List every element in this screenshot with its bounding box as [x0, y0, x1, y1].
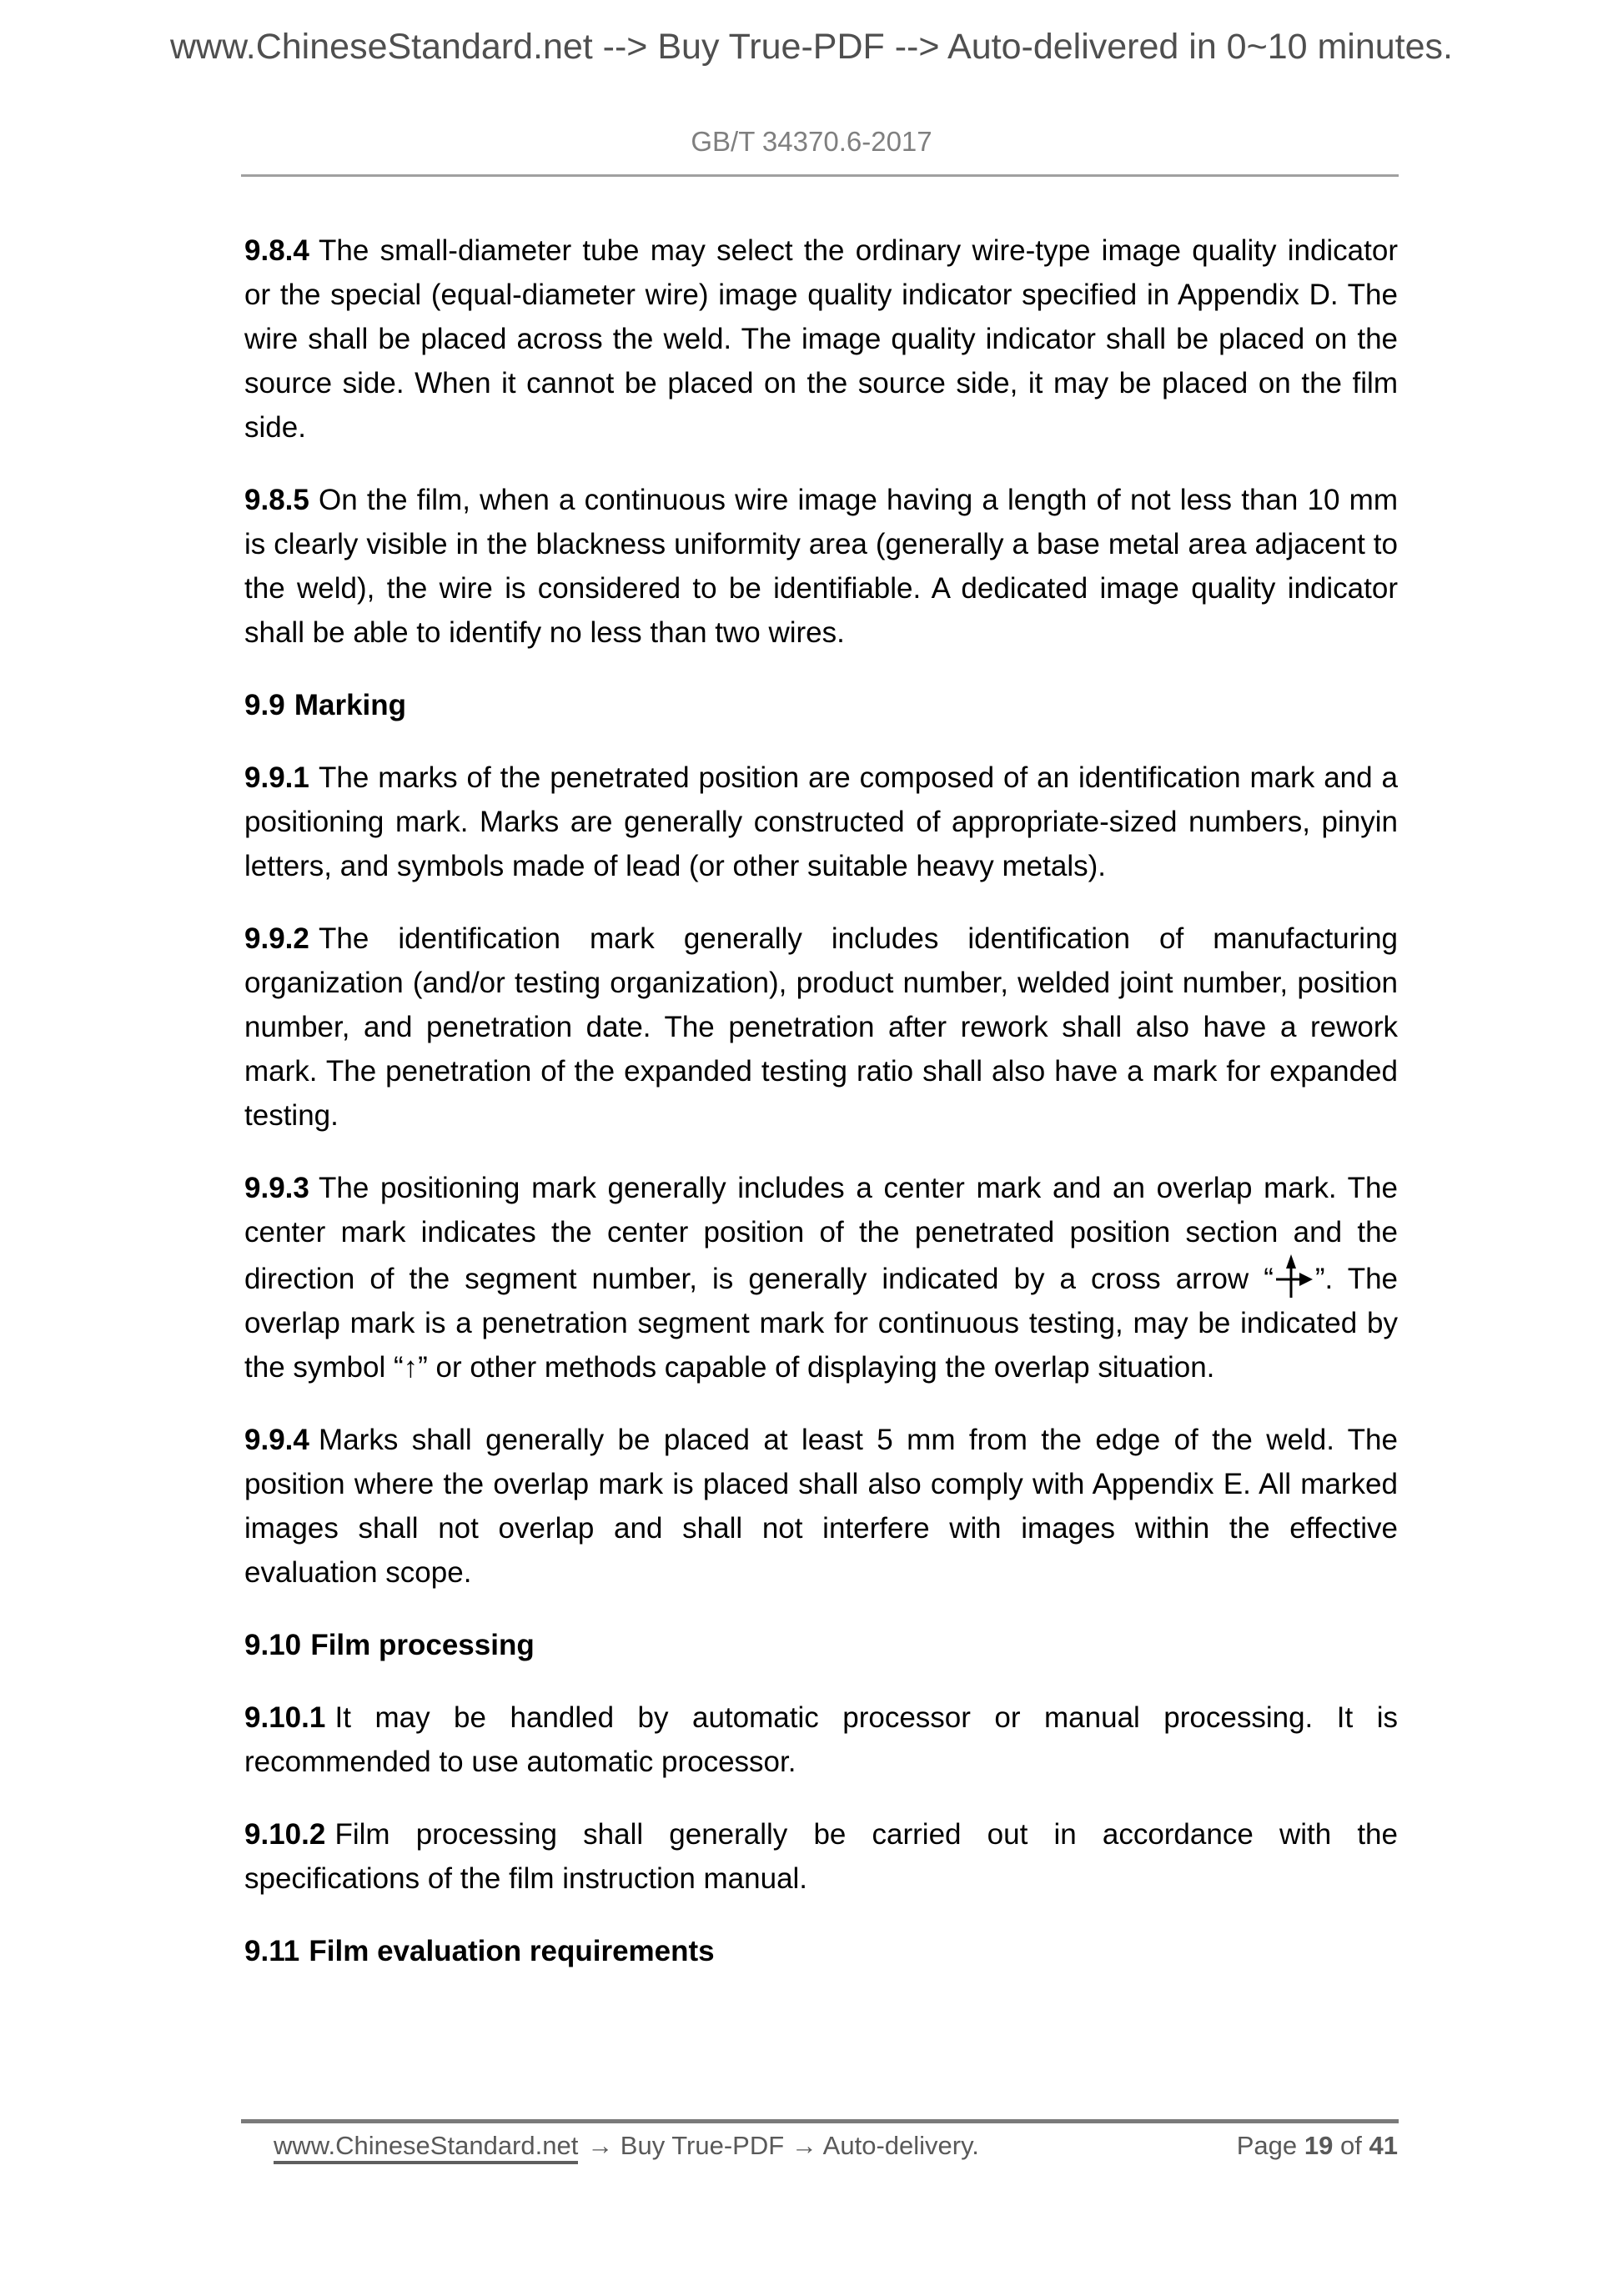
clause-text: The marks of the penetrated position are composed of an identification mark and a positioning mark. Marks are generally constructed of appropriate-sized numbers, pinyin letters, and symbols made of lead (or other suitable heavy metals). — [244, 761, 1398, 882]
clause-number: 9.9.2 — [244, 922, 309, 955]
heading-text: Marking — [294, 689, 407, 721]
footer-divider — [241, 2119, 1399, 2123]
clause-number: 9.8.5 — [244, 484, 309, 516]
heading-number: 9.11 — [244, 1935, 300, 1967]
section-9-9-2 — [244, 917, 1398, 1138]
clause-number: 9.10.2 — [244, 1818, 326, 1851]
document-body — [244, 177, 1398, 1973]
section-9-9-1 — [244, 756, 1398, 888]
page-indicator — [1229, 2129, 1398, 2163]
cross-arrow-icon — [1275, 1254, 1314, 1298]
standard-code: GB/T 34370.6-2017 — [691, 126, 932, 157]
heading-9-11 — [244, 1929, 1398, 1973]
page-total: 41 — [1369, 2131, 1398, 2160]
heading-number: 9.9 — [244, 689, 285, 721]
section-9-8-5 — [244, 478, 1398, 655]
top-banner-text: www.ChineseStandard.net --> Buy True-PDF --> Auto-delivered in 0~10 minutes. — [169, 27, 1453, 67]
section-9-9-4 — [244, 1418, 1398, 1595]
footer-site-link[interactable]: www.ChineseStandard.net — [274, 2131, 578, 2164]
clause-number: 9.9.3 — [244, 1172, 309, 1204]
footer-left — [244, 2129, 979, 2163]
of-word: of — [1339, 2131, 1362, 2160]
clause-text: On the film, when a continuous wire image having a length of not less than 10 mm is clearly visible in the blackness uniformity area (generally a base metal area adjacent to the weld), the wire is considered to be identifiable. A dedicated image quality indicator shall be able to identify no less than two wires. — [244, 484, 1398, 649]
heading-text: Film evaluation requirements — [309, 1935, 715, 1967]
heading-9-9 — [244, 683, 1398, 727]
section-9-9-3 — [244, 1166, 1398, 1389]
clause-number: 9.9.4 — [244, 1424, 309, 1456]
page-number: 19 — [1304, 2131, 1334, 2160]
clause-number: 9.9.1 — [244, 761, 309, 794]
section-9-8-4 — [244, 229, 1398, 450]
footer-tagline: → Buy True-PDF → Auto-delivery. — [587, 2131, 979, 2160]
clause-text: The small-diameter tube may select the ordinary wire-type image quality indicator or the special (equal-diameter wire) image quality indicator specified in Appendix D. The wire shall be placed across the weld. The image quality indicator shall be placed on the source side. When it cannot be placed on the source side, it may be placed on the film side. — [244, 234, 1398, 444]
section-9-10-2 — [244, 1812, 1398, 1901]
clause-text: It may be handled by automatic processor or manual processing. It is recommended to use automatic processor. — [244, 1701, 1398, 1778]
section-9-10-1 — [244, 1696, 1398, 1784]
clause-number: 9.8.4 — [244, 234, 309, 267]
clause-text: ”. The overlap mark is a penetration segment mark for continuous testing, may be indicated by the symbol “↑” or other methods capable of displaying the overlap situation. — [244, 1263, 1398, 1384]
clause-text: Marks shall generally be placed at least 5 mm from the edge of the weld. The position where the overlap mark is placed shall also comply with Appendix E. All marked images shall not overlap and shall not interfere with images within the effective evaluation scope. — [244, 1424, 1398, 1589]
heading-9-10 — [244, 1623, 1398, 1667]
page-word: Page — [1236, 2131, 1298, 2160]
clause-number: 9.10.1 — [244, 1701, 326, 1734]
heading-text: Film processing — [310, 1629, 535, 1661]
page-footer — [244, 2129, 1398, 2163]
heading-number: 9.10 — [244, 1629, 302, 1661]
clause-text: The identification mark generally includes identification of manufacturing organization (and/or testing organization), product number, welded joint number, position number, and penetration date. The penetration after rework shall also have a rework mark. The penetration of the expanded testing ratio shall also have a mark for expanded testing. — [244, 922, 1398, 1132]
clause-text: Film processing shall generally be carried out in accordance with the specifications of the film instruction manual. — [244, 1818, 1398, 1895]
clause-text: The positioning mark generally includes a center mark and an overlap mark. The center mark indicates the center position of the penetrated position section and the direction of the segment number, is generally indicated by a cross arrow “ — [244, 1172, 1398, 1295]
